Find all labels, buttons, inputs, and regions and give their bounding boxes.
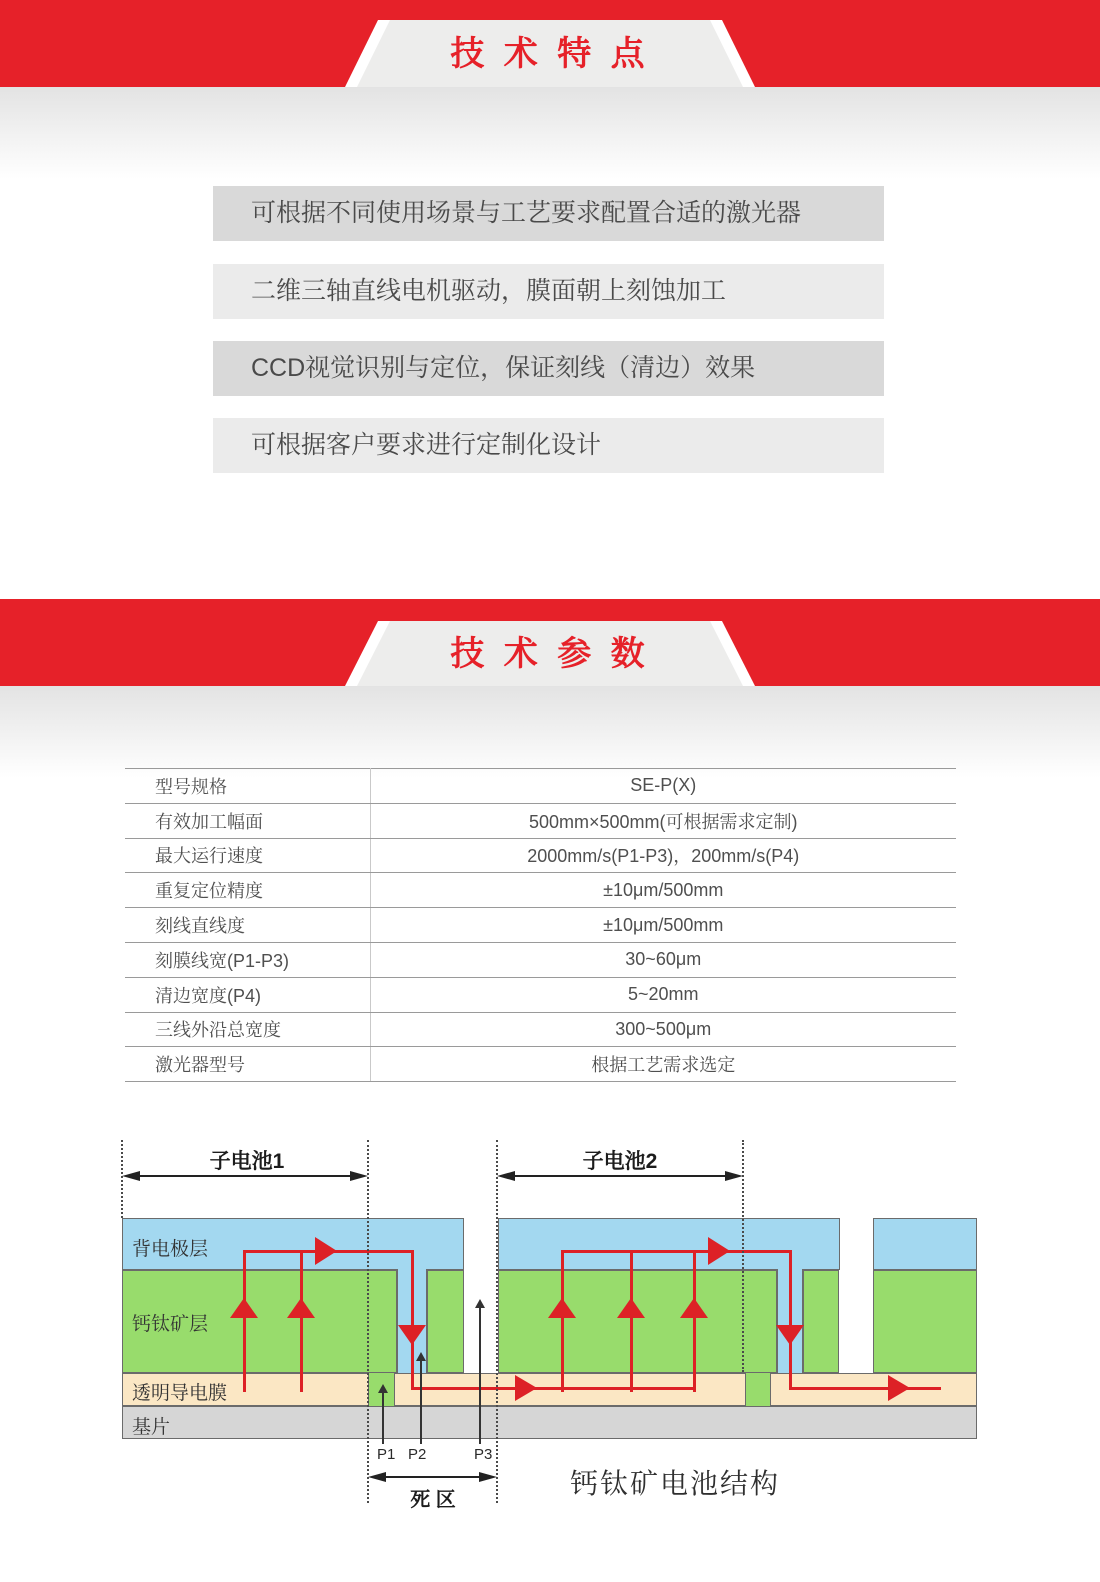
spec-value: 500mm×500mm(可根据需求定制) bbox=[370, 803, 956, 838]
spec-value: ±10μm/500mm bbox=[370, 908, 956, 943]
current-arrow-up bbox=[680, 1298, 708, 1318]
subcell1-label: 子电池1 bbox=[209, 1150, 285, 1173]
features-title: 技 术 特 点 bbox=[450, 35, 650, 73]
dimension-arrow-left bbox=[122, 1171, 140, 1181]
feature-item: 二维三轴直线电机驱动，膜面朝上刻蚀加工 bbox=[213, 264, 884, 319]
layer-perovskite bbox=[498, 1270, 777, 1373]
dimension-line bbox=[503, 1175, 737, 1177]
layer-perovskite bbox=[873, 1270, 977, 1373]
layer-perovskite bbox=[803, 1270, 839, 1373]
dimension-arrow-right bbox=[479, 1472, 497, 1482]
current-arrow-right bbox=[515, 1375, 537, 1401]
current-line bbox=[411, 1251, 414, 1390]
dashed-line bbox=[496, 1140, 498, 1503]
dimension-arrow-right bbox=[350, 1171, 368, 1181]
current-line bbox=[789, 1251, 792, 1390]
current-arrow-up bbox=[617, 1298, 645, 1318]
p1-label: P1 bbox=[377, 1446, 396, 1463]
current-arrow-up bbox=[287, 1298, 315, 1318]
p1-groove bbox=[745, 1373, 771, 1406]
p3-pointer-head bbox=[475, 1299, 485, 1308]
current-arrow-right bbox=[315, 1237, 337, 1265]
current-line bbox=[789, 1387, 941, 1390]
p3-label: P3 bbox=[474, 1446, 493, 1463]
p1-pointer bbox=[382, 1392, 384, 1444]
layer-perovskite bbox=[427, 1270, 464, 1373]
current-line bbox=[561, 1251, 564, 1392]
dimension-line bbox=[374, 1476, 491, 1478]
dead-zone-label: 死 区 bbox=[410, 1489, 456, 1511]
current-line bbox=[300, 1251, 303, 1392]
spec-value: 根据工艺需求选定 bbox=[370, 1047, 956, 1082]
layer-label-perovskite: 钙钛矿层 bbox=[132, 1314, 209, 1335]
spec-value: ±10μm/500mm bbox=[370, 873, 956, 908]
spec-label: 刻线直线度 bbox=[125, 908, 370, 943]
current-line bbox=[561, 1250, 792, 1253]
current-arrow-down bbox=[398, 1325, 426, 1345]
dashed-line bbox=[367, 1140, 369, 1503]
layer-label-tco: 透明导电膜 bbox=[132, 1383, 228, 1404]
p2-pointer-head bbox=[416, 1352, 426, 1361]
feature-item: 可根据不同使用场景与工艺要求配置合适的激光器 bbox=[213, 186, 884, 241]
dimension-arrow-left bbox=[368, 1472, 386, 1482]
layer-label-substrate: 基片 bbox=[132, 1417, 171, 1438]
spec-label: 型号规格 bbox=[125, 769, 370, 804]
spec-value: 2000mm/s(P1-P3)，200mm/s(P4) bbox=[370, 838, 956, 873]
spec-label: 重复定位精度 bbox=[125, 873, 370, 908]
layer-label-back-electrode: 背电极层 bbox=[132, 1239, 209, 1260]
dimension-arrow-left bbox=[497, 1171, 515, 1181]
params-title: 技 术 参 数 bbox=[450, 635, 650, 673]
current-line bbox=[630, 1251, 633, 1392]
current-arrow-right bbox=[888, 1375, 910, 1401]
spec-label: 刻膜线宽(P1-P3) bbox=[125, 942, 370, 977]
p1-pointer-head bbox=[378, 1384, 388, 1393]
p3-pointer bbox=[479, 1307, 481, 1444]
current-line bbox=[693, 1251, 696, 1392]
layer-substrate bbox=[122, 1406, 977, 1439]
layer-back-electrode bbox=[873, 1218, 977, 1270]
p2-pointer bbox=[420, 1360, 422, 1444]
current-arrow-right bbox=[708, 1237, 730, 1265]
spec-label: 最大运行速度 bbox=[125, 838, 370, 873]
spec-value: SE-P(X) bbox=[370, 769, 956, 804]
spec-label: 三线外沿总宽度 bbox=[125, 1012, 370, 1047]
feature-item: CCD视觉识别与定位，保证刻线（清边）效果 bbox=[213, 341, 884, 396]
spec-label: 有效加工幅面 bbox=[125, 803, 370, 838]
current-line bbox=[243, 1251, 246, 1392]
current-arrow-up bbox=[548, 1298, 576, 1318]
spec-value: 300~500μm bbox=[370, 1012, 956, 1047]
current-line bbox=[411, 1387, 695, 1390]
dimension-arrow-right bbox=[725, 1171, 743, 1181]
spec-label: 激光器型号 bbox=[125, 1047, 370, 1082]
spec-value: 5~20mm bbox=[370, 977, 956, 1012]
current-arrow-up bbox=[230, 1298, 258, 1318]
spec-label: 清边宽度(P4) bbox=[125, 977, 370, 1012]
current-arrow-down bbox=[776, 1325, 804, 1345]
feature-item: 可根据客户要求进行定制化设计 bbox=[213, 418, 884, 473]
spec-value: 30~60μm bbox=[370, 942, 956, 977]
dimension-line bbox=[128, 1175, 362, 1177]
subcell2-label: 子电池2 bbox=[582, 1150, 658, 1173]
p2-label: P2 bbox=[408, 1446, 427, 1463]
diagram-caption: 钙钛矿电池结构 bbox=[569, 1468, 780, 1499]
